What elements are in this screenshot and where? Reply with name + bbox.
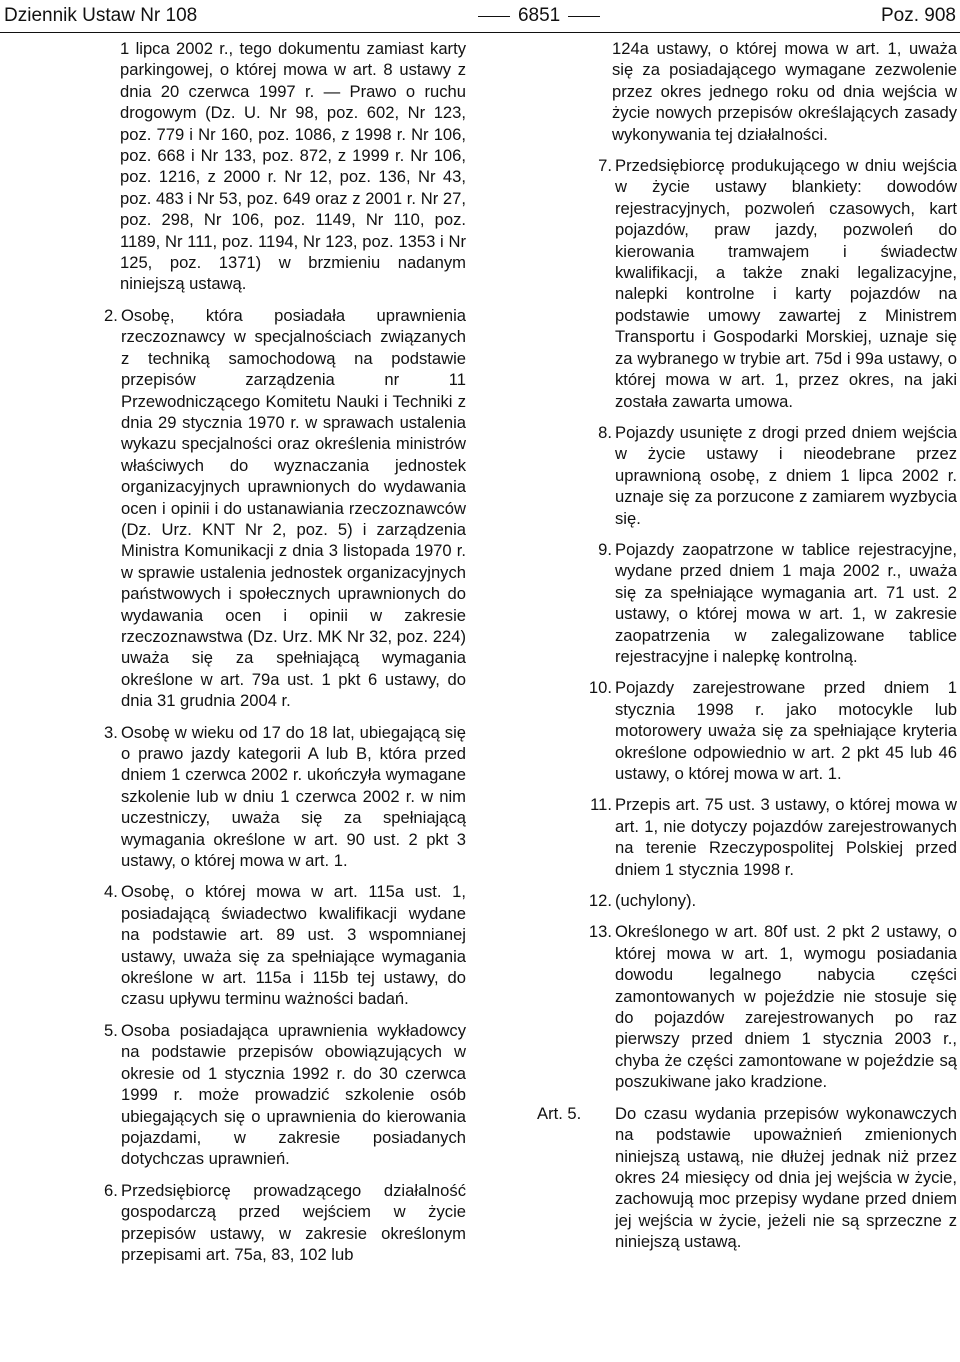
item-number: 2. <box>104 305 118 325</box>
item-text: Przedsiębiorcę prowadzącego działalność gospodarczą przed wejściem w życie przepisów ustawy, w zakresie określonym przepisami art. 75a, 83, 102 lub <box>121 1180 466 1264</box>
item-number: 12. <box>588 891 612 911</box>
item-number: 7. <box>598 156 612 176</box>
item-text: Osobę, o której mowa w art. 115a ust. 1, posiadającą świadectwo kwalifikacji wydane na podstawie art. 89 ust. 3 wspomnianej ustawy, uważa się za spełniające wymagania określone w art. 115a i 115b tej ustawy, do czasu upływu terminu ważności badań. <box>121 882 466 1009</box>
list-item <box>104 881 466 1009</box>
item-text: Przedsiębiorcę produkującego w dniu wejścia w życie ustawy blankiety: dowodów rejestracyjnych, pozwoleń czasowych, kart pojazdów, praw jazdy, pozwoleń do kierowania tramwajem i świadectw kwalifikacji, a także znaki legalizacyjne, nalepki kontrolne i karty pojazdów na podstawie umowy zawartej z Ministrem Transportu i Gospodarki Morskiej, uznaje się za wybranego w trybie art. 75d i 99a ustawy, o której mowa w art. 1, przez okres, na jaki została zawarta umowa. <box>615 156 957 411</box>
page-number-block <box>478 5 600 27</box>
item-number: 9. <box>598 539 612 559</box>
item-text: Przepis art. 75 ust. 3 ustawy, o której mowa w art. 1, nie dotyczy pojazdów zarejestrowanych na terenie Rzeczypospolitej Polskiej przed dniem 1 stycznia 1998 r. <box>615 795 957 879</box>
item-text: Osobę, która posiadała uprawnienia rzeczoznawcy w specjalnościach związanych z techniką samochodową na podstawie przepisów zarządzenia nr 11 Przewodniczącego Komitetu Nauki i Techniki z dnia 29 stycznia 1970 r. w sprawach ustalenia wykazu specjalności oraz określenia ministrów właściwych do wyznaczania jednostek organizacyjnych uprawnionych do wydawania ocen i opinii i do ustanawiania rzeczoznawców (Dz. Urz. KNT Nr 2, poz. 5) i zarządzenia Ministra Komunikacji z dnia 3 listopada 1970 r. w sprawie ustalenia jednostek organizacyjnych państwowych i społecznych uprawnionych do wydawania ocen i opinii w zakresie rzeczoznawstwa (Dz. Urz. MK Nr 32, poz. 224) uważa się za spełniającą wymagania określone w art. 79a ust. 1 pkt 6 ustawy, do dnia 31 grudnia 2004 r. <box>121 305 466 711</box>
item-text: (uchylony). <box>615 891 697 911</box>
position-label: Poz. 908 <box>881 5 956 26</box>
header-rule <box>0 32 960 33</box>
item-text: Określonego w art. 80f ust. 2 pkt 2 ustawy, o której mowa w art. 1, wymogu posiadania dowodu legalnego nabycia części zamontowanych w pojeździe nie stosuje się do pojazdów zarejestrowanych po raz pierwszy przed dniem 1 stycznia 2003 r., chyba że części zamontowane w pojeździe są poszukiwane jako kradzione. <box>615 922 957 1092</box>
list-item <box>537 539 957 667</box>
list-item <box>537 794 957 880</box>
list-item <box>104 722 466 872</box>
list-item <box>104 1020 466 1170</box>
item-text: Osoba posiadająca uprawnienia wykładowcy na podstawie przepisów obowiązujących w okresie od 1 stycznia 1992 r. do 30 czerwca 1999 r. może prowadzić szkolenie osób ubiegających się o uprawnienia do kierowania pojazdami, w zakresie posiadanych dotychczas uprawnień. <box>121 1020 466 1169</box>
list-item <box>537 921 957 1092</box>
list-item <box>104 305 466 712</box>
right-continuation-paragraph: 124a ustawy, o której mowa w art. 1, uważa się za posiadającego wymagane zezwolenie przez okres jednego roku od dnia wejścia w życie nowych przepisów określających zasady wykonywania tej działalności. <box>612 39 957 144</box>
right-column <box>537 38 957 1263</box>
dash-left <box>478 16 510 17</box>
item-number: 4. <box>104 882 118 902</box>
item-number: 8. <box>598 422 612 442</box>
list-item <box>537 422 957 529</box>
list-item <box>537 890 957 911</box>
item-number: 6. <box>104 1180 118 1200</box>
left-column <box>70 38 466 1275</box>
list-item <box>537 677 957 784</box>
item-text: Pojazdy zaopatrzone w tablice rejestracyjne, wydane przed dniem 1 maja 2002 r., uważa się za spełniające wymagania art. 71 ust. 2 ustawy, o której mowa w art. 1, w zakresie zaopatrzenia w zalegalizowane tablice rejestracyjne i nalepkę kontrolną. <box>615 539 957 666</box>
article-block <box>537 1103 957 1253</box>
item-number: 10. <box>588 678 612 698</box>
article-number: Art. 5. <box>537 1103 582 1123</box>
left-continuation-paragraph: 1 lipca 2002 r., tego dokumentu zamiast karty parkingowej, o której mowa w art. 8 ustawy z dnia 20 czerwca 1997 r. — Prawo o ruchu drogowym (Dz. U. Nr 98, poz. 602, Nr 123, poz. 779 i Nr 160, poz. 1086, z 1998 r. Nr 106, poz. 668 i Nr 133, poz. 872, z 1999 r. Nr 106, poz. 1216, z 2000 r. Nr 12, poz. 136, Nr 43, poz. 483 i Nr 53, poz. 649 oraz z 2001 r. Nr 27, poz. 298, Nr 106, poz. 1149, Nr 110, poz. 1189, Nr 111, poz. 1194, Nr 123, poz. 1353 i Nr 125, poz. 1371) w brzmieniu nadanym niniejszą ustawą. <box>120 39 466 294</box>
list-item <box>104 1180 466 1266</box>
item-number: 11. <box>590 795 612 815</box>
dash-right <box>568 16 600 17</box>
item-text: Pojazdy zarejestrowane przed dniem 1 stycznia 1998 r. jako motocykle lub motorowery uważa się za spełniające kryteria określone odpowiednio w art. 2 pkt 45 lub 46 ustawy, o której mowa w art. 1. <box>615 678 957 783</box>
journal-title: Dziennik Ustaw Nr 108 <box>4 5 198 26</box>
item-number: 5. <box>104 1020 118 1040</box>
list-item <box>537 155 957 412</box>
item-text: Pojazdy usunięte z drogi przed dniem wejścia w życie ustawy i nieodebrane przez uprawnioną osobę, z dniem 1 lipca 2002 r. uznaje się za porzucone z zamiarem wyzbycia się. <box>615 422 957 528</box>
page-header <box>4 0 956 32</box>
item-number: 13. <box>588 922 612 942</box>
article-text: Do czasu wydania przepisów wykonawczych na podstawie upoważnień zmienionych niniejszą ustawą, nie dłużej jednak niż przez okres 24 miesięcy od dnia jej wejścia w życie, zachowują moc przepisy wydane przed dniem jej wejścia w życie, jeżeli nie są sprzeczne z niniejszą ustawą. <box>615 1103 957 1252</box>
item-text: Osobę w wieku od 17 do 18 lat, ubiegającą się o prawo jazdy kategorii A lub B, która przed dniem 1 czerwca 2002 r. ukończyła wymagane szkolenie lub w dniu 1 czerwca 2002 r. w nim uczestniczy, uważa się za spełniającą wymagania określone w art. 90 ust. 2 pkt 3 ustawy, o której mowa w art. 1. <box>121 722 466 871</box>
page-number: 6851 <box>517 5 561 26</box>
item-number: 3. <box>104 722 118 742</box>
